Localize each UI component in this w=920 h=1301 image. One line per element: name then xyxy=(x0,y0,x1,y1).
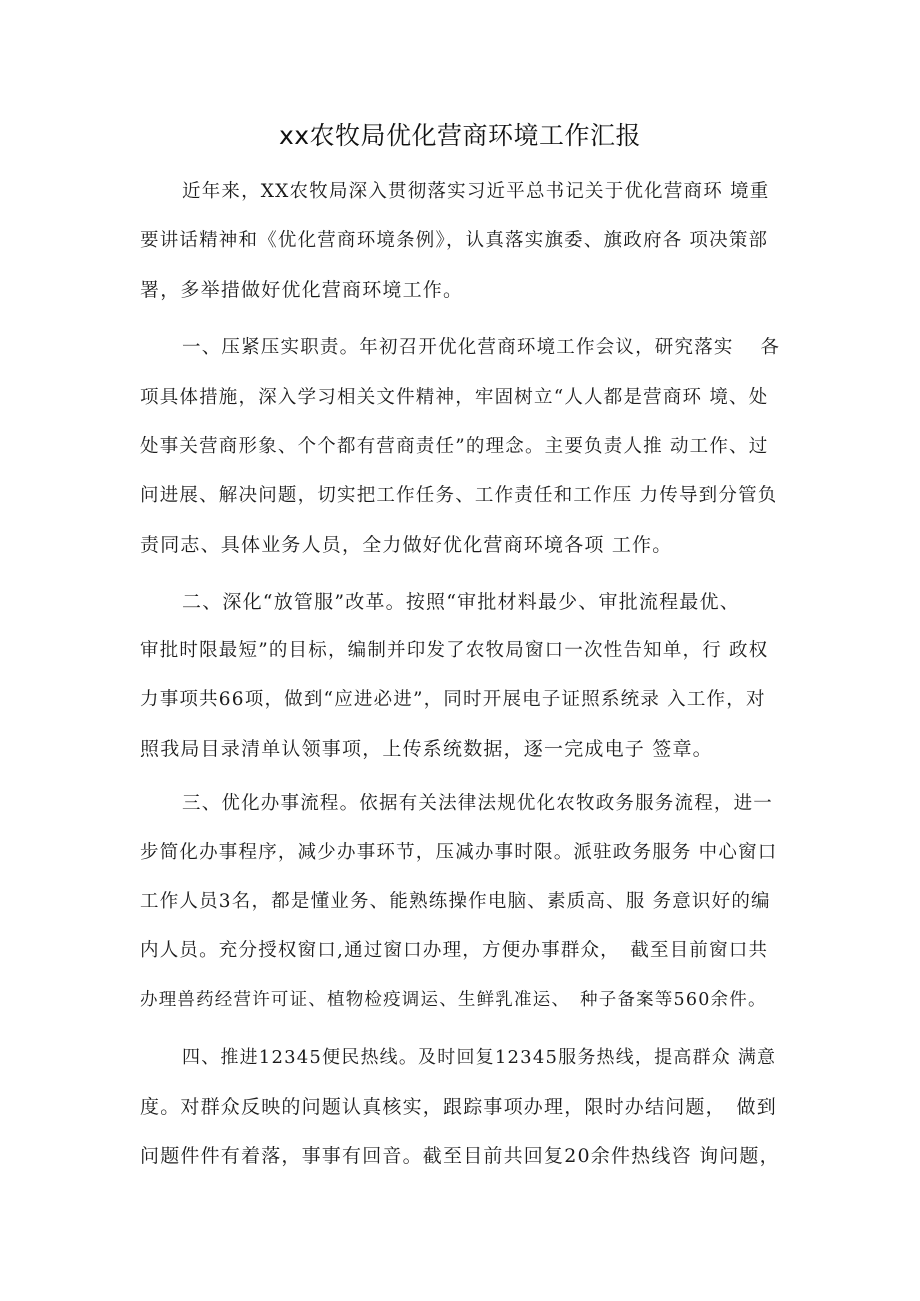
paragraph-1-line-1: 近年来，XX农牧局深入贯彻落实习近平总书记关于优化营商环 境重 xyxy=(182,181,770,202)
paragraph-1-line-3: 署，多举措做好优化营商环境工作。 xyxy=(140,279,464,301)
paragraph-4-line-5: 办理兽药经营许可证、植物检疫调运、生鲜乳准运、 种子备案等560余件。 xyxy=(140,990,767,1010)
paragraph-3-line-1: 二、深化“放管服”改革。按照“审批材料最少、审批流程最优、 xyxy=(182,591,740,613)
paragraph-2-line-3: 处事关营商形象、个个都有营商责任”的理念。主要负责人推 动工作、过 xyxy=(140,436,769,457)
paragraph-5-line-2: 度。对群众反映的问题认真核实，跟踪事项办理，限时办结问题， 做到 xyxy=(140,1096,777,1118)
document-title: xx农牧局优化营商环境工作汇报 xyxy=(278,121,642,150)
paragraph-2-line-5: 责同志、具体业务人员，全力做好优化营商环境各项 工作。 xyxy=(140,534,673,556)
paragraph-3-line-2: 审批时限最短”的目标，编制并印发了农牧局窗口一次性告知单，行 政权 xyxy=(140,640,769,661)
paragraph-4-line-1: 三、优化办事流程。依据有关法律法规优化农牧政务服务流程，进一 xyxy=(182,793,774,814)
paragraph-4-line-2: 步简化办事程序，减少办事环节，压减办事时限。派驻政务服务 中心窗口 xyxy=(140,842,778,863)
paragraph-2-line-1: 一、压紧压实职责。年初召开优化营商环境工作会议，研究落实 各 xyxy=(182,337,781,358)
paragraph-2-line-2: 项具体措施，深入学习相关文件精神，牢固树立“人人都是营商环 境、处 xyxy=(140,387,769,408)
paragraph-4-line-3: 工作人员3名，都是懂业务、能熟练操作电脑、素质高、服 务意识好的编 xyxy=(140,891,771,912)
paragraph-3-line-3: 力事项共66项，做到“应进必进”，同时开展电子证照系统录 入工作，对 xyxy=(140,689,766,710)
paragraph-3-line-4: 照我局目录清单认领事项，上传系统数据，逐一完成电子 签章。 xyxy=(140,738,713,760)
paragraph-5-line-3: 问题件件有着落，事事有回音。截至目前共回复20余件热线咨 询问题， xyxy=(140,1145,780,1167)
paragraph-2-line-4: 问进展、解决问题，切实把工作任务、工作责任和工作压 力传导到分管负 xyxy=(140,485,778,506)
paragraph-5-line-1: 四、推进12345便民热线。及时回复12345服务热线，提高群众 满意 xyxy=(182,1047,777,1068)
paragraph-1-line-2: 要讲话精神和《优化营商环境条例》，认真落实旗委、旗政府各 项决策部 xyxy=(140,230,769,251)
paragraph-4-line-4: 内人员。充分授权窗口,通过窗口办理，方便办事群众， 截至目前窗口共 xyxy=(140,940,769,961)
